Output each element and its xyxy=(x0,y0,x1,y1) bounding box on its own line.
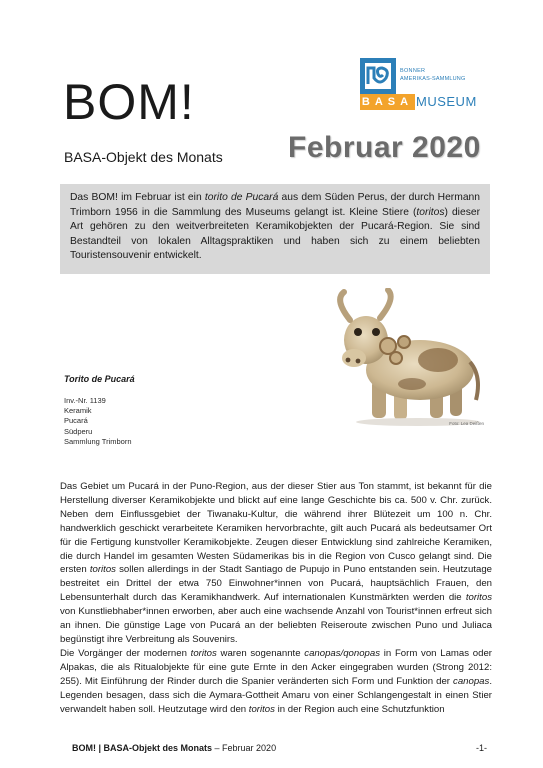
document-subtitle: BASA-Objekt des Monats xyxy=(64,149,223,165)
body-text: Das Gebiet um Pucará in der Puno-Region, aus der dieser Stier aus Ton stammt, ist bekannt für die Herstellung diverser Keramikobjekte und blickt auf eine lange Geschichte bis ca. 500 v. Chr. zurück. Neben dem Einflussgebiet der Tiwanaku-Kultur, die während ihrer Blütezeit um 100 n. Chr. handwerklich geschickt verarbeitete Keramiken hervorbrachte, gilt auch Pucará als bedeutsamer Ort für die Fertigung kunstvoller Keramikobjekte. Zeugen dieser Entwicklung sind zahlreiche Keramiken, die durch Handel im gesamten Westen Südamerikas bis in die Region von Cusco gelangt sind. Die ersten xyxy=(60,481,492,576)
body-text: in Form von Lamas oder Alpakas, die als Ritualobjekte für eine gute Ernte in den Acker eingegraben wurden (Strong 2012: 255). Mit Einführung der Rinder durch die Spanier veränderten sich Form und Funktion der xyxy=(60,647,492,687)
caption-line: Pucará xyxy=(64,416,88,426)
body-text: Die Vorgänger der modernen xyxy=(60,647,191,659)
intro-text: aus dem Süden Perus, der durch Hermann Trimborn 1956 in die Sammlung des Museums gelangt ist. Kleine Stiere ( xyxy=(70,192,480,218)
body-text: sollen allerdings in der Stadt Santiago de Pupujo in Puno entstanden sein. Heutzutage bestreitet ein Drittel der etwa 750 Einwohner*innen von Pucará, hauptsächlich Frauen, den Lebensunterhalt durch das Keramikhandwerk. Auf internationalen Kunstmärkten werden die xyxy=(60,564,492,604)
caption-list xyxy=(64,396,132,447)
month-heading: Februar 2020 xyxy=(288,131,481,164)
caption-line: Inv.-Nr. 1139 xyxy=(64,396,106,405)
body-text-italic: toritos xyxy=(248,703,275,715)
intro-text-italic: torito de Pucará xyxy=(204,192,279,203)
body-text-italic: toritos xyxy=(89,564,116,576)
paragraph xyxy=(60,647,492,717)
body-text: von Kunstliebhaber*innen erworben, aber auch eine wachsende Anzahl von Tourist*innen erfreut sich an ihnen. Die günstige Lage von Pucará an der beliebten Reiseroute zwischen Puno und Juliaca begünstigt ihre Verbreitung als Souvenirs. xyxy=(60,606,492,645)
logo-museum-text: MUSEUM xyxy=(416,94,477,109)
caption-line: Sammlung Trimborn xyxy=(64,436,132,446)
intro-box xyxy=(60,184,490,274)
logo-text-line1: BONNER xyxy=(400,68,426,74)
bull-figurine-image xyxy=(300,288,488,430)
body-text: . Legenden besagen, dass sich die Aymara-Gottheit Amaru von einer Schlangengestalt in einen Stier verwandelt haben soll. Heutzutage wird den xyxy=(60,675,492,715)
caption-line: Keramik xyxy=(64,406,92,416)
footer-date: – Februar 2020 xyxy=(212,743,277,753)
document-title: BOM! xyxy=(63,74,195,130)
spiral-logo-icon xyxy=(360,58,396,94)
body-text-italic: canopas xyxy=(453,675,490,687)
logo-text-line2: AMERIKAS-SAMMLUNG xyxy=(400,76,466,82)
body-text-italic: toritos xyxy=(465,592,492,604)
footer-text xyxy=(72,743,276,753)
page-number: -1- xyxy=(476,743,487,753)
footer-bold: BOM! | BASA-Objekt des Monats xyxy=(72,743,213,753)
paragraph xyxy=(60,480,492,647)
caption-title: Torito de Pucará xyxy=(64,374,135,384)
photo-credit: Foto: Lea Deißen xyxy=(449,421,484,426)
intro-text: ) dieser Art gehören zu den weitverbreiteten Keramikobjekten der Pucará-Region. Sie sind Bestandteil von lokalen Alltagspraktiken und haben sich zu einem beliebten Touristensouvenir entwickelt. xyxy=(70,206,480,262)
intro-text-italic: toritos xyxy=(416,206,445,218)
body-text: in der Region auch eine Schutzfunktion xyxy=(274,703,445,715)
caption-line: Südperu xyxy=(64,426,93,436)
body-text: waren sogenannte xyxy=(216,647,305,659)
intro-text: Das BOM! im Februar ist ein xyxy=(70,192,205,203)
museum-logo xyxy=(360,58,500,128)
logo-basa-text: BASA xyxy=(361,96,414,108)
article-body xyxy=(60,480,492,716)
body-text-italic: canopas/qonopas xyxy=(304,647,381,659)
object-photo xyxy=(300,288,488,430)
body-text-italic: toritos xyxy=(190,647,217,659)
